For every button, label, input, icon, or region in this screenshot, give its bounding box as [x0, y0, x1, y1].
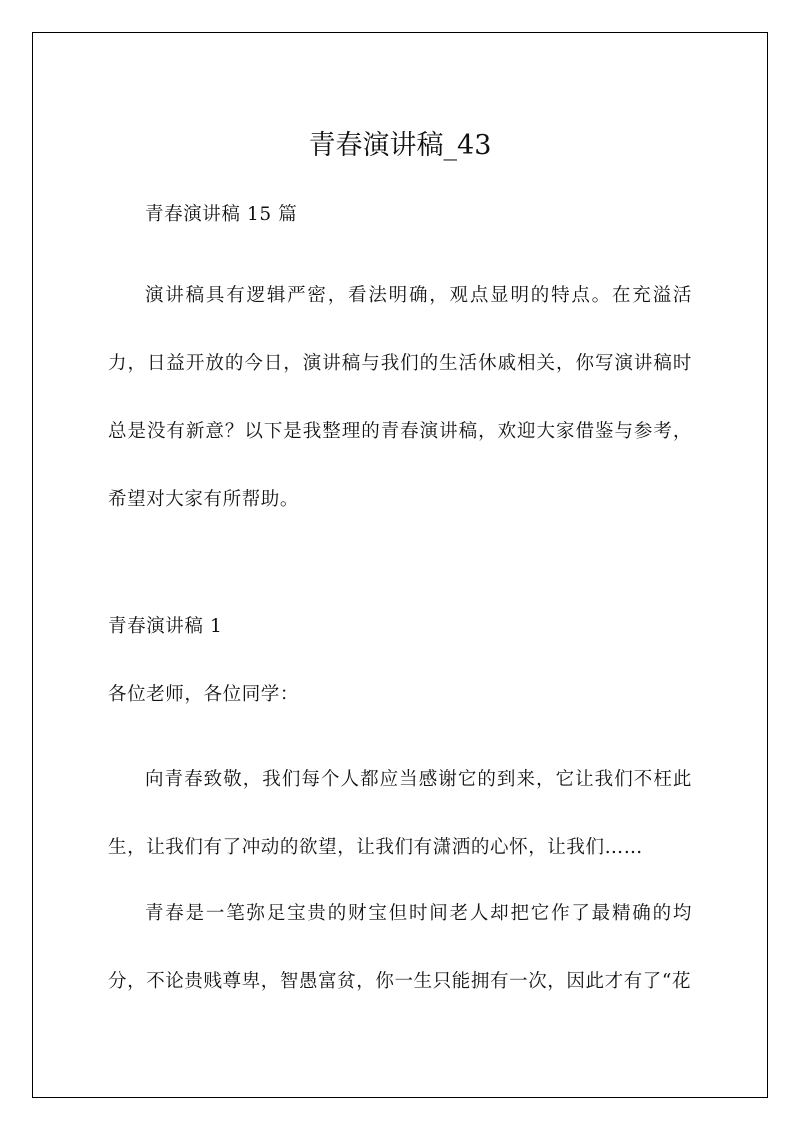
greeting-line: 各位老师，各位同学： [108, 684, 300, 705]
section-heading: 青春演讲稿 1 [108, 616, 223, 637]
body-paragraph-3: 青春是一笔弥足宝贵的财宝但时间老人却把它作了最精确的均分，不论贵贱尊卑，智愚富贫，你一生只能拥有一次，因此才有了“花 [108, 903, 692, 992]
document-title: 青春演讲稿_43 [308, 130, 492, 161]
document-subtitle: 青春演讲稿 15 篇 [145, 204, 298, 225]
body-paragraph-2: 向青春致敬，我们每个人都应当感谢它的到来，它让我们不枉此生，让我们有了冲动的欲望，让我们有潇洒的心怀，让我们…… [108, 769, 692, 858]
intro-paragraph: 演讲稿具有逻辑严密，看法明确，观点显明的特点。在充溢活力，日益开放的今日，演讲稿与我们的生活休戚相关，你写演讲稿时总是没有新意？以下是我整理的青春演讲稿，欢迎大家借鉴与参考，希望对大家有所帮助。 [108, 285, 692, 510]
